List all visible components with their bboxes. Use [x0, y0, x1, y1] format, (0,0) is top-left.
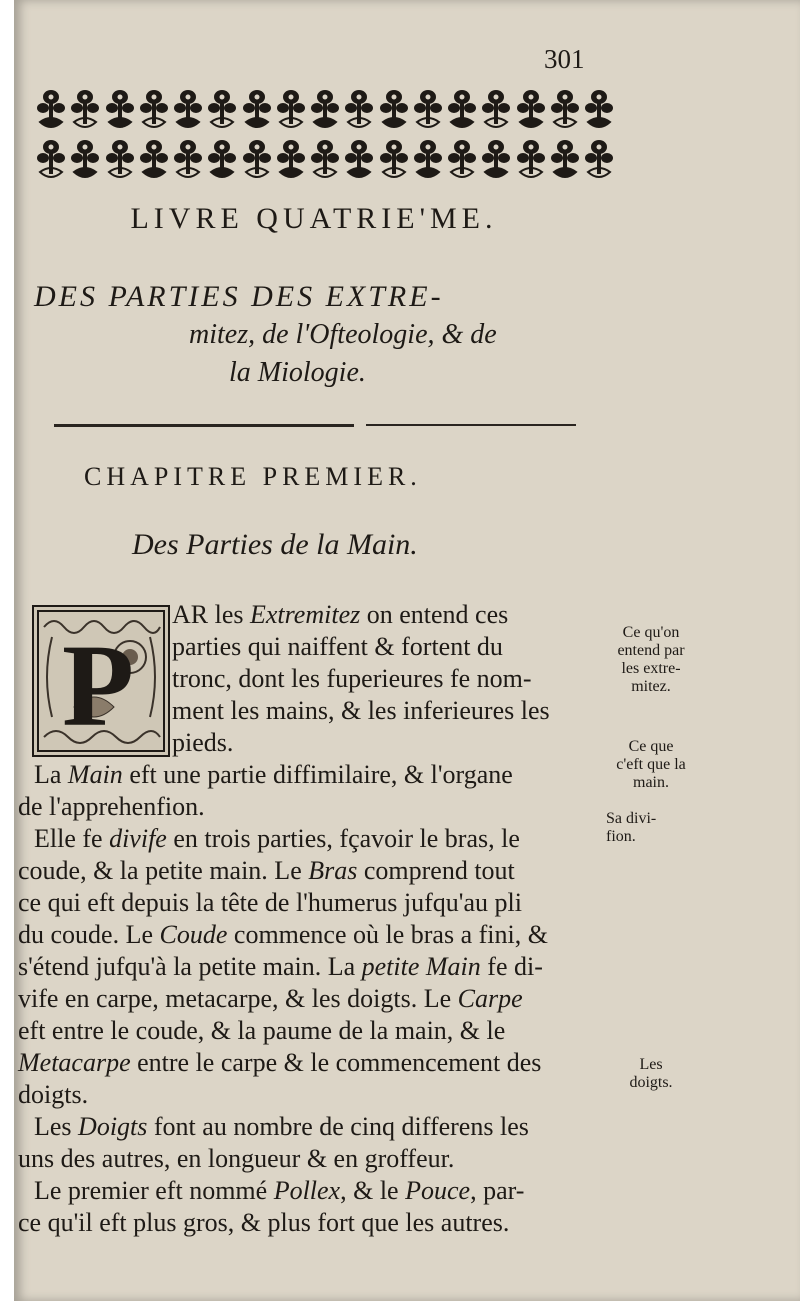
- section-heading: Des Parties de la Main.: [132, 528, 418, 561]
- margin-note: Ce que c'eft que la main.: [616, 738, 686, 791]
- text-line: ce qu'il eft plus gros, & plus fort que les autres.: [18, 1208, 510, 1237]
- text-line: Le premier eft nommé Pollex, & le Pouce, par-: [34, 1176, 525, 1205]
- margin-note: Les doigts.: [629, 1056, 673, 1091]
- text-line: coude, & la petite main. Le Bras comprend tout: [18, 856, 515, 885]
- text-line: Elle fe divife en trois parties, fçavoir le bras, le: [34, 824, 520, 853]
- text-line: s'étend jufqu'à la petite main. La petite Main fe di-: [18, 952, 543, 981]
- book-page: [14, 0, 800, 1301]
- margin-note: Sa divi- fion.: [606, 810, 657, 845]
- body-text: [14, 0, 614, 1301]
- text-line: ce qui eft depuis la tête de l'humerus jufqu'au pli: [18, 888, 522, 917]
- chapter-heading: CHAPITRE PREMIER.: [84, 462, 422, 491]
- text-line: tronc, dont les fuperieures fe nom-: [172, 664, 532, 693]
- text-line: Les Doigts font au nombre de cinq differens les: [34, 1112, 529, 1141]
- drop-cap-letter: P: [62, 620, 135, 751]
- book-title: LIVRE QUATRIE'ME.: [130, 202, 498, 235]
- text-line: du coude. Le Coude commence où le bras a fini, &: [18, 920, 548, 949]
- text-line: vife en carpe, metacarpe, & les doigts. Le Carpe: [18, 984, 523, 1013]
- margin-note: Ce qu'on entend par les extre- mitez.: [617, 624, 685, 695]
- text-line: ment les mains, & les inferieures les: [172, 696, 550, 725]
- subtitle-line-1: DES PARTIES DES EXTRE-: [34, 280, 444, 313]
- subtitle-line-2: mitez, de l'Ofteologie, & de: [189, 319, 497, 350]
- text-line: de l'apprehenfion.: [18, 792, 205, 821]
- page-number: 301: [544, 44, 585, 74]
- text-line: La Main eft une partie diffimilaire, & l'organe: [34, 760, 513, 789]
- text-line: AR les Extremitez on entend ces: [172, 600, 509, 629]
- text-line: Metacarpe entre le carpe & le commencement des: [18, 1048, 542, 1077]
- text-line: doigts.: [18, 1080, 89, 1109]
- text-line: uns des autres, en longueur & en groffeur.: [18, 1144, 455, 1173]
- text-line: eft entre le coude, & la paume de la main, & le: [18, 1016, 506, 1045]
- subtitle-line-3: la Miologie.: [229, 357, 366, 388]
- text-line: parties qui naiffent & fortent du: [172, 632, 503, 661]
- text-line: pieds.: [172, 728, 234, 757]
